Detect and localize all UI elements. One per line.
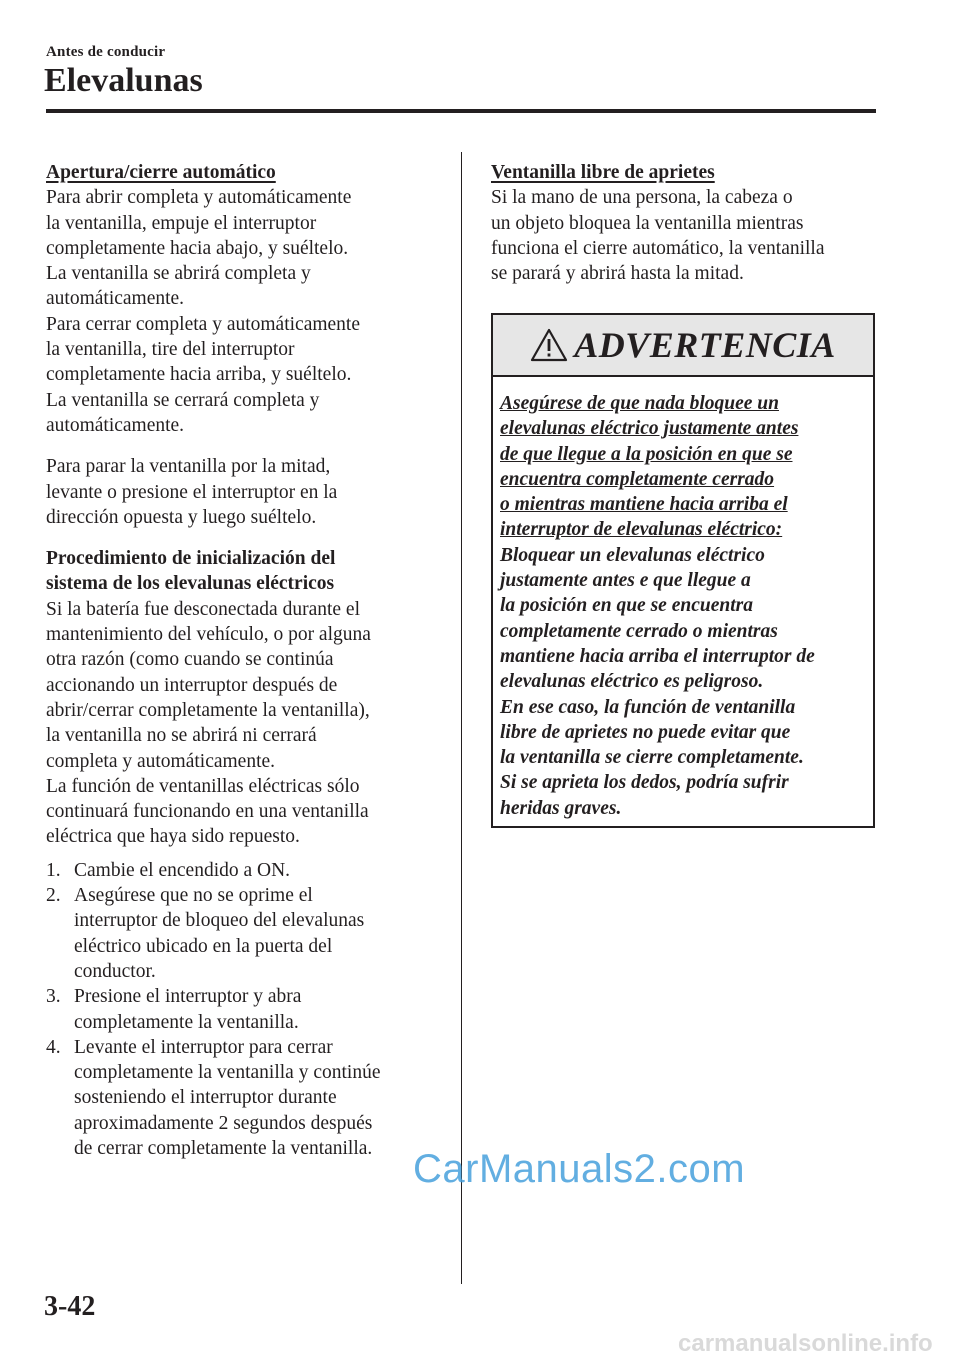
heading-anti-pinch: Ventanilla libre de aprietes [491, 162, 715, 183]
step-item [46, 858, 446, 883]
step-number: 2. [46, 885, 61, 907]
page-title: Elevalunas [44, 62, 203, 99]
spacer [46, 530, 446, 546]
header-rule [46, 109, 876, 113]
warning-title: ADVERTENCIA [574, 325, 836, 365]
watermark: CarManuals2.com [413, 1147, 746, 1191]
step-number: 3. [46, 986, 61, 1008]
spacer [46, 850, 446, 858]
step-number: 1. [46, 859, 61, 881]
right-column [491, 160, 881, 286]
left-column [46, 160, 446, 1161]
step-text: Asegúrese que no se oprime el interruptor de bloqueo del elevalunas eléctrico ubicado en la puerta del conductor. [74, 885, 365, 982]
warning-text: Bloquear un elevalunas eléctrico justamente antes e que llegue a la posición en que se encuentra completamente cerrado o mientras mantiene hacia arriba el interruptor de elevalunas eléctrico es peligroso. En ese caso, la función de ventanilla libre de aprietes no puede evitar que la ventanilla se cierre completamente. Si se aprieta los dedos, podría sufrir heridas graves. [500, 544, 815, 819]
paragraph-anti-pinch: Si la mano de una persona, la cabeza o un objeto bloquea la ventanilla mientras funciona el cierre automático, la ventanilla se parará y abrirá hasta la mitad. [491, 187, 825, 285]
step-text: Presione el interruptor y abra completamente la ventanilla. [74, 986, 302, 1033]
site-mark: carmanualsonline.info [678, 1330, 933, 1357]
step-item [46, 984, 446, 1035]
paragraph-stop-midway: Para parar la ventanilla por la mitad, levante o presione el interruptor en la dirección opuesta y luego suéltelo. [46, 456, 338, 528]
heading-initialization: Procedimiento de inicialización del sistema de los elevalunas eléctricos [46, 548, 336, 595]
step-number: 4. [46, 1036, 61, 1058]
warning-body [493, 377, 873, 821]
step-text: Cambie el encendido a ON. [74, 859, 291, 881]
heading-auto-open-close: Apertura/cierre automático [46, 162, 276, 183]
warning-header [493, 315, 873, 377]
section-label: Antes de conducir [46, 44, 166, 60]
warning-underlined-text: Asegúrese de que nada bloquee un elevalunas eléctrico justamente antes de que llegue a la posición en que se encuentra completamente cerrado o mientras mantiene hacia arriba el interruptor de elevalunas eléctrico: [500, 393, 799, 541]
step-item [46, 883, 446, 984]
steps-list [46, 858, 446, 1162]
paragraph-initialization: Si la batería fue desconectada durante el mantenimiento del vehículo, o por alguna otra razón (como cuando se continúa accionando un interruptor después de abrir/cerrar completamente la ventanilla), la ventanilla no se abrirá ni cerrará completa y automáticamente. La función de ventanillas eléctricas sólo continuará funcionando en una ventanilla eléctrica que haya sido repuesto. [46, 598, 371, 848]
step-text: Levante el interruptor para cerrar completamente la ventanilla y continúe sosteniendo el interruptor durante aproximadamente 2 segundos después de cerrar completamente la ventanilla. [74, 1036, 381, 1159]
step-item [46, 1035, 446, 1161]
spacer [46, 438, 446, 454]
warning-triangle-icon [530, 328, 568, 362]
page-number: 3-42 [44, 1291, 96, 1322]
warning-box [491, 313, 875, 828]
column-divider [461, 152, 462, 1284]
paragraph-auto-open-close: Para abrir completa y automáticamente la ventanilla, empuje el interruptor completamente hacia abajo, y suéltelo. La ventanilla se abrirá completa y automáticamente. Para cerrar completa y automáticamente la ventanilla, tire del interruptor completamente hacia arriba, y suéltelo. La ventanilla se cerrará completa y automáticamente. [46, 187, 360, 436]
